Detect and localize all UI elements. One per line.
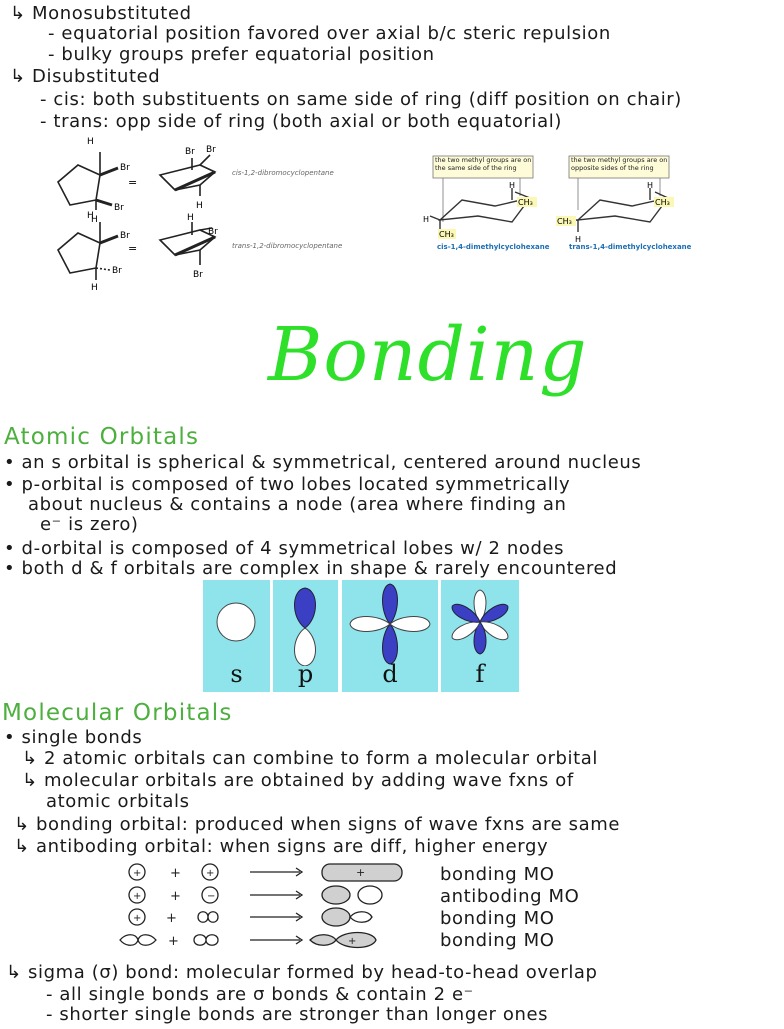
svg-text:+: +: [348, 936, 357, 947]
trans-hexane-name: trans-1,4-dimethylcyclohexane: [569, 243, 692, 251]
cis-dibromo-name: cis-1,2-dibromocyclopentane: [232, 169, 334, 177]
ch3-label: CH₃: [518, 198, 533, 207]
d-orbital-panel: [342, 580, 438, 692]
note-s-orbital: • an s orbital is spherical & symmetrical, centered around nucleus: [4, 452, 642, 473]
s-orbital-panel: [203, 580, 270, 692]
p-orbital-panel: [273, 580, 338, 692]
note-p-orbital: • p-orbital is composed of two lobes located symmetrically: [4, 474, 571, 495]
note-wave-fxns: ↳ molecular orbitals are obtained by adding wave fxns of: [22, 770, 574, 791]
trans-callout-text: the two methyl groups are on opposite sides of the ring: [571, 156, 668, 172]
ch3-label: CH₃: [655, 198, 670, 207]
svg-text:−: −: [207, 891, 216, 902]
note-disubstituted: ↳ Disubstituted: [10, 66, 161, 87]
br-label: Br: [206, 145, 216, 155]
note-sigma-bond: ↳ sigma (σ) bond: molecular formed by head-to-head overlap: [6, 962, 598, 983]
h-label: H: [87, 137, 94, 147]
orbital-label: d: [382, 660, 398, 688]
note-single-bonds: • single bonds: [4, 727, 143, 748]
h-label: H: [87, 211, 94, 221]
cis-callout-text: the two methyl groups are on the same side of the ring: [435, 156, 532, 172]
note-d-orbital: • d-orbital is composed of 4 symmetrical lobes w/ 2 nodes: [4, 538, 565, 559]
h-label: H: [196, 201, 203, 211]
br-label: Br: [193, 270, 203, 280]
note-df-orbitals: • both d & f orbitals are complex in shape & rarely encountered: [4, 558, 618, 579]
h-label: H: [423, 215, 430, 224]
note-cis: - cis: both substituents on same side of ring (diff position on chair): [40, 89, 682, 110]
h-label: H: [91, 283, 98, 290]
svg-text:+: +: [168, 934, 179, 949]
br-label: Br: [208, 227, 218, 237]
h-label: H: [509, 181, 516, 190]
note-p-orbital-cont: about nucleus & contains a node (area where finding an: [28, 494, 567, 515]
trans-cyclopentane-structure: [58, 222, 118, 280]
note-bonding-orbital: ↳ bonding orbital: produced when signs of wave fxns are same: [14, 814, 621, 835]
stereochem-figure: [0, 130, 784, 290]
page-title: Bonding: [268, 312, 588, 398]
svg-text:+: +: [170, 866, 181, 881]
note-p-orbital-cont2: e⁻ is zero): [40, 514, 139, 535]
cis-cyclopentane-structure: [58, 152, 118, 210]
svg-text:+: +: [133, 868, 142, 879]
d-lobe: [350, 617, 390, 632]
trans-chair-structure: [160, 222, 215, 265]
note-trans: - trans: opp side of ring (both axial or both equatorial): [40, 111, 563, 132]
trans-dibromo-name: trans-1,2-dibromocyclopentane: [232, 242, 343, 250]
p-lobe-top: [295, 588, 316, 628]
orbital-label: s: [230, 660, 243, 688]
note-bulky: - bulky groups prefer equatorial position: [48, 44, 435, 65]
mo-label: bonding MO: [440, 864, 555, 885]
note-wave-fxns-cont: atomic orbitals: [46, 791, 190, 812]
d-lobe: [383, 584, 398, 624]
trans-hexane-chair: [565, 188, 668, 232]
equals-sign: =: [128, 242, 138, 255]
cis-hexane-name: cis-1,4-dimethylcyclohexane: [437, 243, 550, 251]
ch3-label: CH₃: [439, 230, 454, 239]
ch3-label: CH₃: [557, 217, 572, 226]
orbital-label: f: [475, 660, 485, 688]
cis-chair-structure: [160, 155, 215, 196]
d-lobe: [390, 617, 430, 632]
atomic-orbitals-heading: Atomic Orbitals: [4, 424, 200, 450]
svg-text:+: +: [206, 868, 215, 879]
cis-hexane-chair: [430, 188, 530, 232]
orbital-label: p: [297, 660, 314, 688]
mo-diagram: [110, 860, 440, 955]
h-label: H: [647, 181, 654, 190]
s-orbital-shape: [217, 603, 255, 641]
svg-text:+: +: [356, 866, 366, 879]
note-monosubstituted: ↳ Monosubstituted: [10, 3, 192, 24]
h-label: H: [91, 215, 98, 225]
br-label: Br: [114, 203, 124, 213]
br-label: Br: [120, 163, 130, 173]
h-label: H: [187, 213, 194, 223]
f-orbital-panel: [441, 580, 519, 692]
equals-sign: =: [128, 176, 138, 189]
note-equatorial: - equatorial position favored over axial b/c steric repulsion: [48, 23, 611, 44]
note-sigma-single: - all single bonds are σ bonds & contain 2 e⁻: [46, 984, 474, 1005]
d-lobe: [383, 624, 398, 664]
svg-text:+: +: [133, 891, 142, 902]
h-label: H: [575, 235, 582, 244]
svg-text:+: +: [133, 913, 142, 924]
svg-text:+: +: [170, 889, 181, 904]
note-combine: ↳ 2 atomic orbitals can combine to form a molecular orbital: [22, 748, 599, 769]
mo-label: bonding MO: [440, 930, 555, 951]
note-antibonding-orbital: ↳ antiboding orbital: when signs are diff, higher energy: [14, 836, 549, 857]
br-label: Br: [185, 147, 195, 157]
molecular-orbitals-heading: Molecular Orbitals: [2, 700, 233, 726]
br-label: Br: [112, 266, 122, 276]
svg-text:+: +: [166, 911, 177, 926]
br-label: Br: [120, 231, 130, 241]
mo-label: antiboding MO: [440, 886, 580, 907]
note-sigma-shorter: - shorter single bonds are stronger than longer ones: [46, 1004, 549, 1025]
mo-label: bonding MO: [440, 908, 555, 929]
